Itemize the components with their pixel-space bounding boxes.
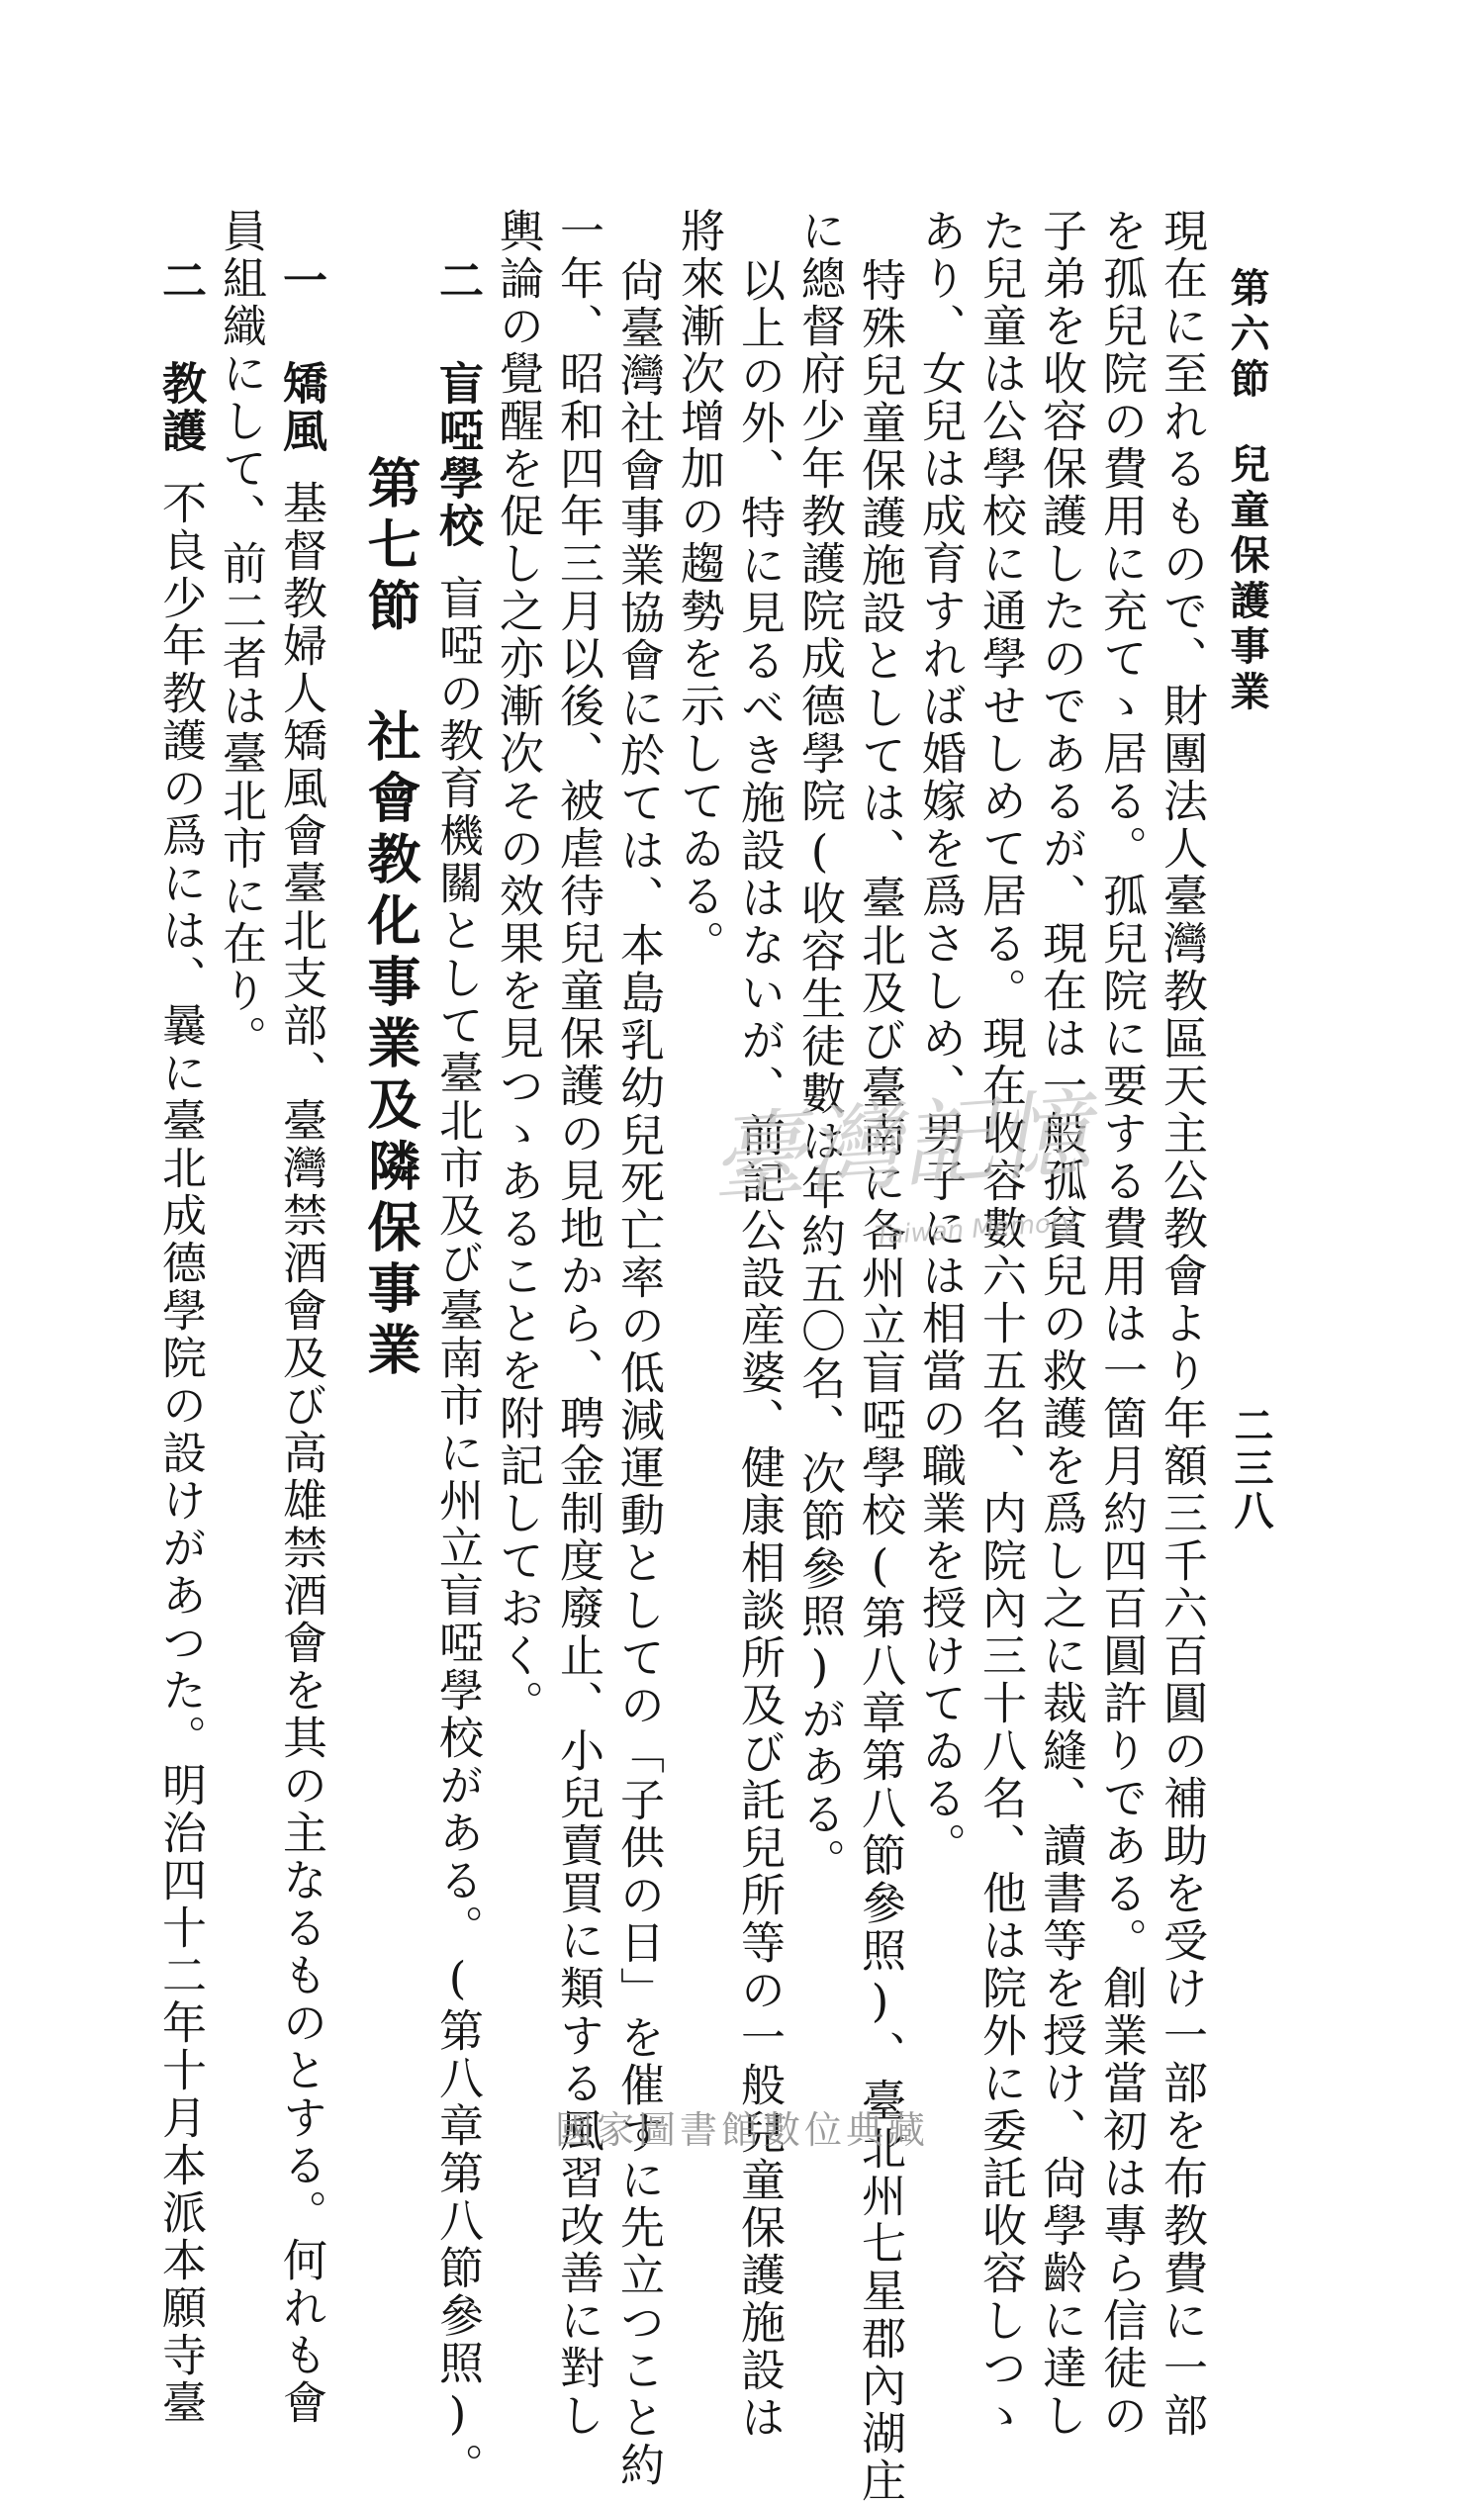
text-column-11: 一年、昭和四年三月以後、被虐待兒童保護の見地から、聘金制度廢止、小兒賣買に類する風習改善に對し	[552, 208, 604, 2440]
text-column-4: た兒童は公學校に通學せしめて居る。現在收容數六十五名、内院內三十八名、他は院外に委託收容しつゝ	[974, 208, 1027, 2440]
item-text-guidance: 不良少年教護の爲には、曩に臺北成德學院の設けがあつた。明治四十二年十月本派本願寺臺	[154, 480, 207, 2427]
section-7-title: 社會教化事業及隣保事業	[359, 708, 422, 1383]
item-label-blind-school: 二 盲啞學校	[431, 257, 484, 550]
item-label-reform: 一 矯風	[275, 257, 327, 455]
text-column-12: 輿論の覺醒を促し之亦漸次その效果を見つゝあることを附記しておく。	[492, 208, 544, 1727]
section-title: 兒童保護事業	[1224, 443, 1270, 716]
text-column-1: 現在に至れるもので、財團法人臺灣教區天主公教會より年額三千六百圓の補助を受け一部を布教費に一部	[1156, 208, 1208, 2440]
footer-credit: 國家圖書館數位典藏	[554, 2108, 929, 2152]
text-column-10: 尙臺灣社會事業協會に於ては、本島乳幼兒死亡率の低減運動としての「子供の日」を催すに先立つこと約	[612, 257, 665, 2489]
watermark-sub: Taiwan Memory	[874, 1207, 1077, 1252]
text-column-6: 特殊兒童保護施設としては、臺北及び臺南に各州立盲啞學校(第八章第八節參照)、臺北州七星郡內湖庄	[854, 257, 906, 2505]
text-column-2: を孤兒院の費用に充てゝ居る。孤兒院に要する費用は一箇月約四百圓許りである。創業當初は專ら信徒の	[1095, 208, 1148, 2440]
watermark-logo	[705, 1053, 1174, 1292]
section-7-heading	[359, 455, 422, 1383]
text-column-5: あり、女兒は成育すれば婚嫁を爲さしめ、男子には相當の職業を授けてゐる。	[914, 208, 967, 1870]
running-header	[1224, 267, 1270, 716]
text-column-7: に總督府少年教護院成德學院(收容生徒數は年約五〇名、次節參照)がある。	[793, 208, 846, 1886]
section-number: 第六節	[1224, 267, 1270, 404]
text-column-13	[431, 257, 484, 2490]
section-7-number: 第七節	[359, 455, 422, 639]
item-text-reform: 基督教婦人矯風會臺北支部、臺灣禁酒會及び高雄禁酒會を其の主なるものとする。何れも會	[275, 480, 327, 2427]
text-column-3: 子弟を收容保護したのであるが、現在は一般孤貧兒の救護を爲し之に裁縫、讀書等を授け、尙學齡に達し	[1035, 208, 1087, 2440]
text-column-9: 將來漸次增加の趨勢を示してゐる。	[673, 208, 725, 968]
item-text-blind-school: 盲啞の教育機關として臺北市及び臺南市に州立盲啞學校がある。(第八章第八節參照)。	[431, 575, 484, 2490]
text-column-8: 以上の外、特に見るべき施設はないが、前記公設産婆、健康相談所及び託兒所等の一般兒童保護施設は	[733, 257, 786, 2442]
text-column-15: 員組織にして、前二者は臺北市に在り。	[215, 208, 267, 1063]
page-number: 二三八	[1228, 1405, 1274, 1532]
watermark-main: 臺灣記憶	[706, 1077, 1094, 1215]
item-label-guidance: 二 教護	[154, 257, 207, 455]
